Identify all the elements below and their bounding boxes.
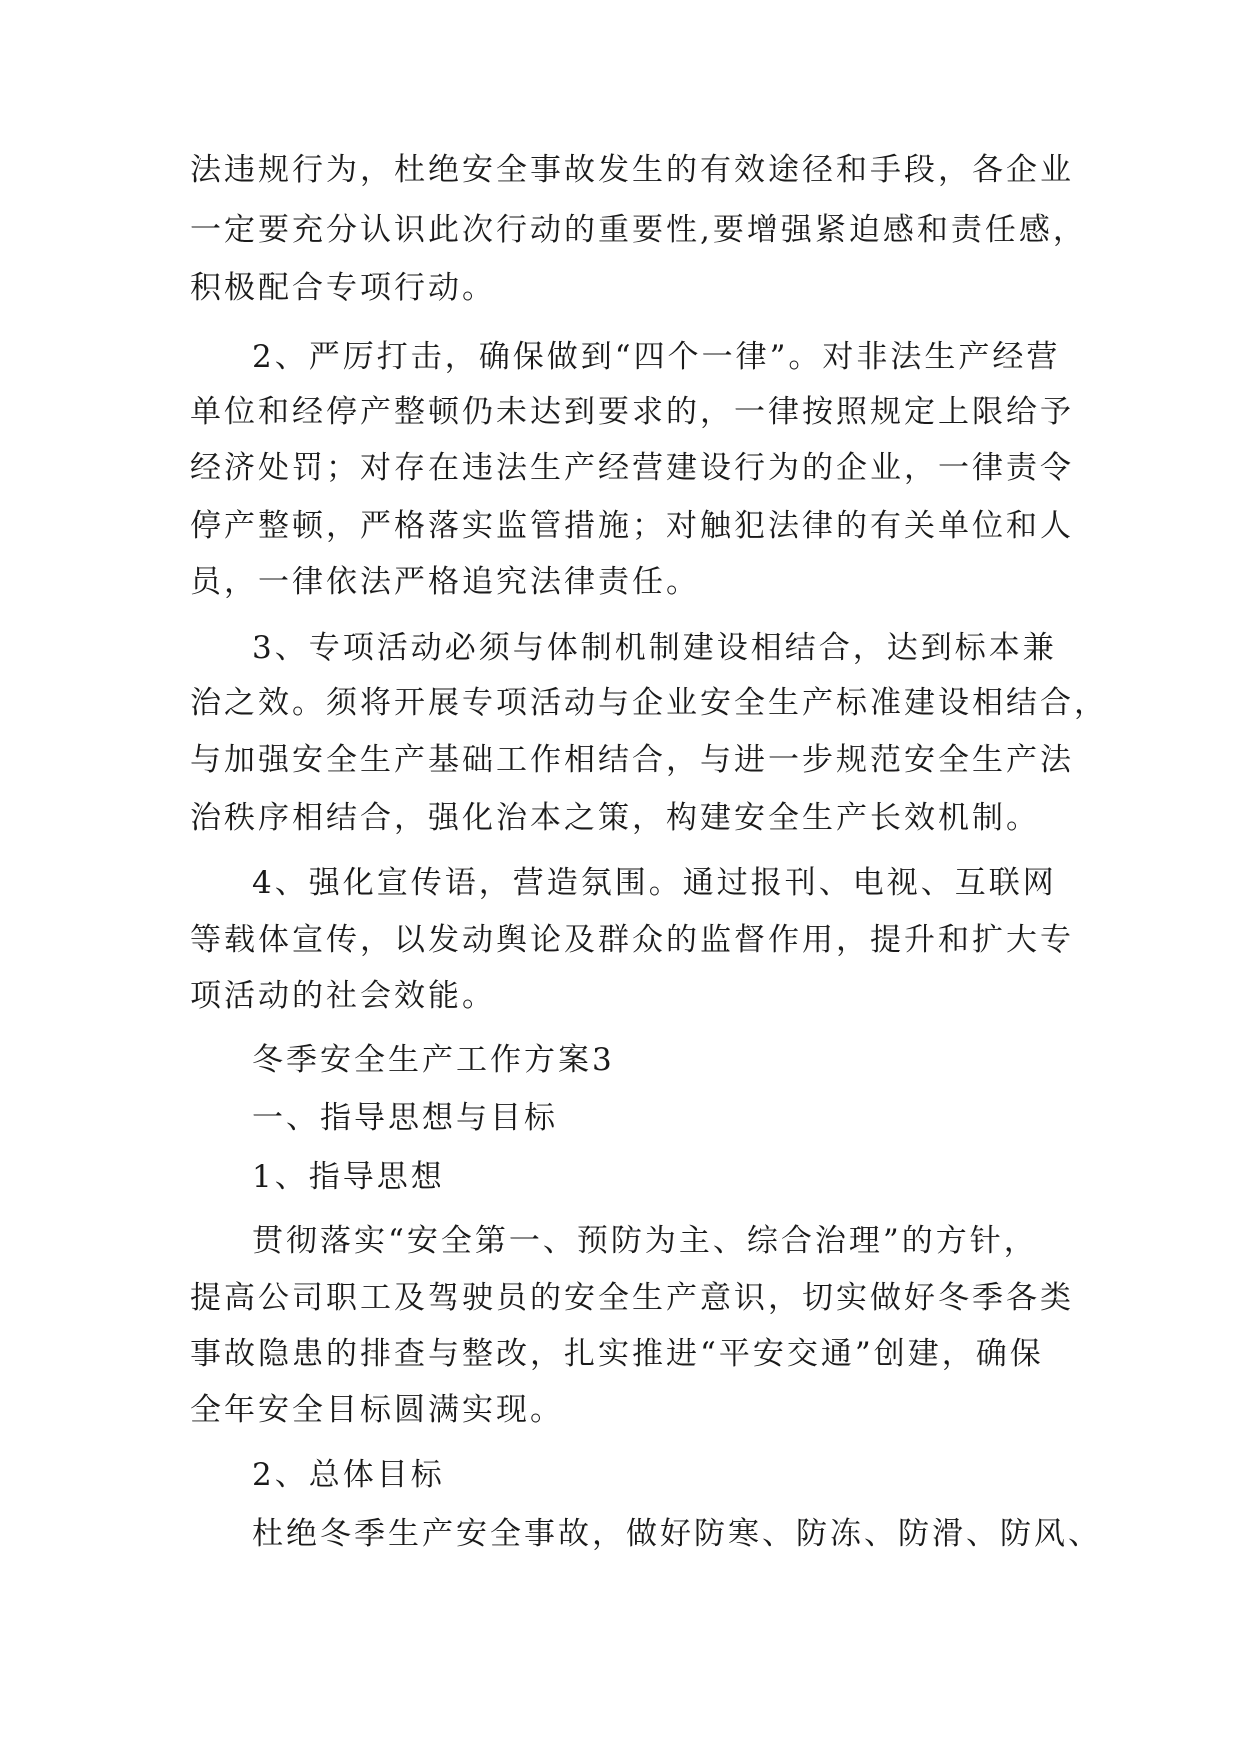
subsection-heading: 2、总体目标 — [252, 1457, 445, 1493]
paragraph-line: 法违规行为，杜绝安全事故发生的有效途径和手段，各企业 — [190, 152, 1074, 188]
paragraph-line: 与加强安全生产基础工作相结合，与进一步规范安全生产法 — [190, 742, 1074, 778]
paragraph-line: 单位和经停产整顿仍未达到要求的，一律按照规定上限给予 — [190, 394, 1074, 430]
paragraph-line: 治之效。须将开展专项活动与企业安全生产标准建设相结合， — [190, 685, 1108, 721]
paragraph-line: 等载体宣传，以发动舆论及群众的监督作用，提升和扩大专 — [190, 922, 1074, 958]
paragraph-line: 3、专项活动必须与体制机制建设相结合，达到标本兼 — [252, 630, 1057, 666]
paragraph-line: 一定要充分认识此次行动的重要性,要增强紧迫感和责任感， — [190, 212, 1087, 248]
paragraph-line: 停产整顿，严格落实监管措施；对触犯法律的有关单位和人 — [190, 508, 1074, 544]
paragraph-line: 贯彻落实“安全第一、预防为主、综合治理”的方针， — [252, 1223, 1038, 1259]
paragraph-line: 4、强化宣传语，营造氛围。通过报刊、电视、互联网 — [252, 865, 1057, 901]
paragraph-line: 杜绝冬季生产安全事故，做好防寒、防冻、防滑、防风、 — [252, 1516, 1102, 1552]
section-heading: 一、指导思想与目标 — [252, 1100, 558, 1136]
paragraph-line: 积极配合专项行动。 — [190, 270, 496, 306]
paragraph-line: 治秩序相结合，强化治本之策，构建安全生产长效机制。 — [190, 800, 1040, 836]
paragraph-line: 员，一律依法严格追究法律责任。 — [190, 564, 700, 600]
paragraph-line: 事故隐患的排查与整改，扎实推进“平安交通”创建，确保 — [190, 1336, 1044, 1372]
subsection-heading: 1、指导思想 — [252, 1159, 445, 1195]
paragraph-line: 全年安全目标圆满实现。 — [190, 1392, 564, 1428]
paragraph-line: 项活动的社会效能。 — [190, 978, 496, 1014]
paragraph-line: 2、严厉打击，确保做到“四个一律”。对非法生产经营 — [252, 339, 1061, 375]
section-title: 冬季安全生产工作方案3 — [252, 1042, 615, 1078]
paragraph-line: 经济处罚；对存在违法生产经营建设行为的企业，一律责令 — [190, 450, 1074, 486]
paragraph-line: 提高公司职工及驾驶员的安全生产意识，切实做好冬季各类 — [190, 1280, 1074, 1316]
